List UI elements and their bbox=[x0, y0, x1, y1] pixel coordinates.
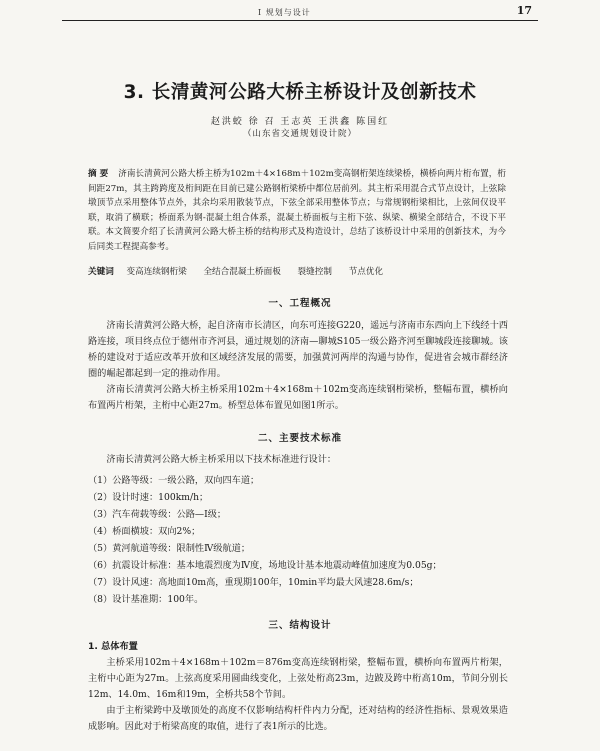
article-title: 3. 长清黄河公路大桥主桥设计及创新技术 bbox=[123, 82, 477, 103]
section-body-overview bbox=[88, 318, 508, 414]
page-number: 17 bbox=[516, 4, 532, 17]
standard-item: （7）设计风速：高地面10m高，重现期100年，10min平均最大风速28.6m/s； bbox=[88, 577, 419, 588]
paragraph: 济南长清黄河公路大桥主桥采用以下技术标准进行设计： bbox=[106, 454, 337, 465]
paragraph: 主桥采用102m＋4×168m＋102m＝876m变高连续钢桁梁，整幅布置，横桥向布置两片桁架，主桁中心距为27m。上弦高度采用圆曲线变化，上弦处桁高23m，边跛及跨中桁高10m，节间分别长12m、14.0m、16m和19m，全桥共58个节间。 bbox=[88, 657, 508, 700]
standard-item: （2）设计时速：100km/h； bbox=[88, 492, 209, 503]
article-authors: 赵洪蛟 徐 召 王志英 王洪鑫 陈国红 bbox=[210, 117, 390, 127]
keyword: 节点优化 bbox=[348, 267, 384, 277]
keyword: 全结合混凝土桥面板 bbox=[203, 267, 281, 277]
standard-item: （8）设计基准期：100年。 bbox=[88, 594, 204, 605]
paragraph: 由于主桁梁跨中及墩顶处的高度不仅影响结构杆件内力分配，还对结构的经济性指标、景观效果造成影响。因此对于桁梁高度的取值，进行了表1所示的比选。 bbox=[88, 705, 508, 732]
page-header bbox=[0, 0, 600, 24]
abstract-text: 济南长清黄河公路大桥主桥为102m＋4×168m＋102m变高钢桁架连续梁桥，横桥向两片桁布置，桁间距27m，其主跨跨度及桁间距在目前已建公路钢桁梁桥中都位居前列。其主桁采用混合式节点设计，上弦除墩顶节点采用整体节点外，其余均采用散装节点，下弦全部采用整体节点；与常规钢桁梁相比，上弦间仅设平联，取消了横联；桥面系为钢-混凝土组合体系，混凝土桥面板与主桁下弦、纵梁、横梁全部结合，不设下平联。本文简要介绍了长清黄河公路大桥主桥的结构形式及构造设计，总结了该桥设计中采用的创新技术，为今后同类工程提高参考。 bbox=[88, 169, 506, 252]
section-heading-standards: 二、主要技术标准 bbox=[257, 433, 342, 444]
standard-item: （1）公路等级：一级公路，双向四车道； bbox=[88, 475, 260, 486]
standards-intro bbox=[88, 452, 508, 468]
article-affiliation: （山东省交通规划设计院） bbox=[242, 129, 357, 139]
standard-item: （6）抗震设计标准：基本地震烈度为Ⅳ度，场地设计基本地震动峰值加速度为0.05g； bbox=[88, 560, 442, 571]
paragraph: 济南长清黄河公路大桥，起自济南市长清区，向东可连接G220，遥远与济南市东西向上下线经十西路连接，项目终点位于德州市齐河县，通过规划的济南—聊城S105一级公路齐河至聊城段连接聊城。该桥的建设对于适应改革开放和区域经济发展的需要，加强黄河两岸的沟通与协作，促进省会城市群经济圈的崛起都起到一定的推动作用。 bbox=[88, 320, 508, 379]
standard-item: （5）黄河航道等级：限制性Ⅳ级航道； bbox=[88, 543, 251, 554]
abstract-label: 摘 要 bbox=[88, 169, 109, 179]
keywords bbox=[88, 265, 506, 277]
paragraph: 济南长清黄河公路大桥主桥采用102m＋4×168m＋102m变高连续钢桁梁桥，整幅布置，横桥向布置两片桁架，主桁中心距27m。桥型总体布置见如图1所示。 bbox=[88, 384, 508, 411]
keyword: 裂缝控制 bbox=[297, 267, 332, 277]
keyword: 变高连续钢桁梁 bbox=[126, 267, 187, 277]
subsection-heading-layout: 1. 总体布置 bbox=[88, 641, 138, 652]
header-rule bbox=[62, 20, 538, 21]
abstract bbox=[88, 167, 506, 254]
running-title: Ⅰ 规划与设计 bbox=[258, 8, 311, 17]
section-body-structure bbox=[88, 655, 508, 735]
section-heading-structure: 三、结构设计 bbox=[268, 620, 332, 631]
standard-item: （4）桥面横坡：双向2%； bbox=[88, 526, 201, 537]
section-heading-overview: 一、工程概况 bbox=[268, 298, 332, 309]
standard-item: （3）汽车荷载等级：公路—Ⅰ级； bbox=[88, 509, 227, 520]
keywords-label: 关键词 bbox=[88, 267, 114, 277]
